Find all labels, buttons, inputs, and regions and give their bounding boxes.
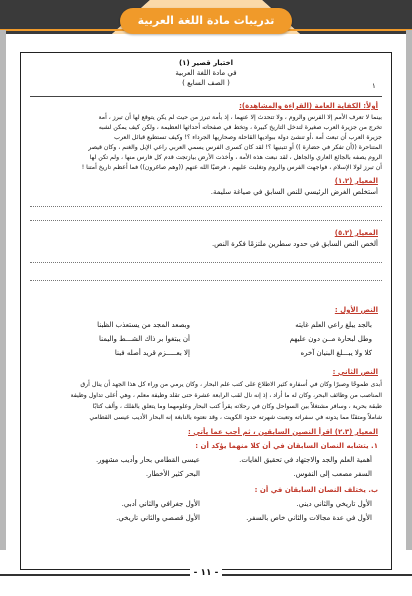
- sub-question-1: ١. يتشابه النصان السابقان في أن كلا منهما يؤكد أن :: [195, 442, 378, 450]
- q1-prompt: أستخلص الغرض الرئيسي للنص السابق في صياغة سليمة.: [210, 188, 378, 196]
- section3-line-2: المناصب من وظائف البحر، وكان له ما أراد ، إذ إنه نال لقب الرابعة عشرة حتى تقلد وظيفة معلم ، وهي أعلى تداول وظيفة: [70, 392, 382, 399]
- exam-title: اختبار قصير (١): [178, 59, 234, 67]
- section1-line-6: أن تبرز لولا الإسلام ، فواجهت الفرس والروم وتغلبت عليهم ، فرضيًا الله عنهم ((وهم صاغرون)) فما أعظم تاريخ أمتنا !: [81, 164, 382, 171]
- section3-heading: النص الثاني :: [332, 368, 378, 376]
- sub2-option-4[interactable]: الأول قصصي والثاني تاريخي.: [116, 514, 200, 522]
- exam-subject: في مادة اللغة العربية: [175, 69, 237, 77]
- sub2-option-2[interactable]: الأول جغرافي والثاني أدبي.: [121, 500, 200, 508]
- verse-1-left: وبصعد المجد من يستعذب الظبنا: [97, 321, 190, 329]
- section3-line-1: أبدى طموحًا وصبرًا وكان في أسفاره كثير الاطلاع على كتب علم البحار ، وكان يرمي من وراء كل هذا الجهد أن ينال أرق: [80, 381, 382, 388]
- verse-2-left: أن يبتغوا بر ذاك الشـــط واليمنا: [99, 335, 190, 343]
- section2-heading: النص الأول :: [334, 306, 378, 314]
- q2-answer-line-1[interactable]: [30, 262, 382, 263]
- banner-title: تدريبات مادة اللغة العربية: [120, 8, 292, 34]
- section1-line-4: المتناحرة ((أن تفكر في حضارة )) أو تتبنيها ؟! لقد كان كسرى الفرس يسمي العربي راعي الإبل والغنم ، وكان قيصر: [88, 144, 382, 151]
- verse-3-right: كلا ولا يبـــلغ البنيان آخره: [300, 349, 372, 357]
- sub2-option-1[interactable]: الأول تاريخي والثاني ديني.: [296, 500, 372, 508]
- sub1-option-2[interactable]: عيسى القطامي بحار وأديب مشهور.: [95, 456, 200, 464]
- q2-answer-line-2[interactable]: [30, 280, 382, 281]
- q2-label: المعيار (٥.٢): [334, 229, 378, 237]
- page-number: - ١١ -: [190, 568, 222, 582]
- q1-answer-line-2[interactable]: [30, 220, 382, 221]
- header-divider: [30, 96, 382, 97]
- exam-header: [142, 58, 270, 94]
- section3-question: المعيار (٢.٣) اقرأ النصين السابقين ، ثم أجب عما يأتي :: [188, 428, 378, 436]
- verse-1-right: بالجد يبلغ راعي العلم غايته: [295, 321, 372, 329]
- section1-line-5: الروم يصفه بالجائع العاري والجاهل ، لقد نبعت هذه الأمة ، وأخذت الأرض بيازتجت قدم كل فارس منها ، ولم تكن لها: [89, 154, 382, 161]
- left-margin-bar: [0, 30, 6, 550]
- sub2-option-3[interactable]: الأول في عدة مجالات والثاني خاص بالسفر.: [246, 514, 372, 522]
- q1-answer-line-1[interactable]: [30, 206, 382, 207]
- sub1-option-4[interactable]: البحر كثير الأخطار.: [145, 470, 200, 478]
- sub1-option-1[interactable]: أهمية العلم والجد والاجتهاد في تحقيق الغايات.: [239, 456, 372, 464]
- verse-3-left: إلا بعـــــزم قريد أصله فبنا: [114, 349, 190, 357]
- verse-2-right: وطل لبحارة مــن دون عليهم: [289, 335, 372, 343]
- section1-line-2: تخرج من جزيرة العرب صغيرة لتدخل التاريخ كبيرة ، وتخط في صفحاته أحداثها العظيمة ، ولكن كيف يمكن لشبه: [98, 124, 382, 131]
- section3-line-4: شاملاً ومتقنًا مما يدونه في سفراته وتعبت شهرته حدود الكويت ، وقد نعتوه بالنابغة إنه البحار الأديب عيسى القطامي: [89, 414, 382, 421]
- q2-prompt: ألخص النص السابق في حدود سطرين ملتزمًا فكرة النص.: [211, 240, 378, 248]
- section1-line-3: جزيرة العرب أن تبعث أمة ،أو تنشئ دولة ببواديها القاحلة وصحاريها الجرداء ؟! وكيف تستطيع قبائل العرب: [114, 134, 382, 141]
- section3-line-3: طبقة بحرية ، وسافر مشتغلاً بين السواحل وكان في رحلاته يقرأ كتب البحار وعلومهما وما يتعلق بالفلك ، وألف كتابًا: [92, 403, 382, 410]
- exam-grade: ( الصف السابع ): [182, 79, 230, 87]
- right-margin-bar: [406, 30, 412, 550]
- sub-question-2: ب. يختلف النصان السابقان في أن :: [254, 486, 378, 494]
- q1-label: المعيار (١.٢): [334, 177, 378, 185]
- section1-line-1: بينما لا تعرف الأمم إلا الفرس والروم ، ولا تتحدث إلا عنهما ، إذ بأمة تبرز من حيث لم يكن يتوقع لها أن تبرز ، أمة: [98, 114, 382, 121]
- section1-heading: أولاً: الكفاية العامة (القراءة والمشاهدة):: [239, 102, 378, 110]
- page-index: ١: [372, 82, 376, 90]
- sub1-option-3[interactable]: السفر مصعب إلى النفوس.: [293, 470, 372, 478]
